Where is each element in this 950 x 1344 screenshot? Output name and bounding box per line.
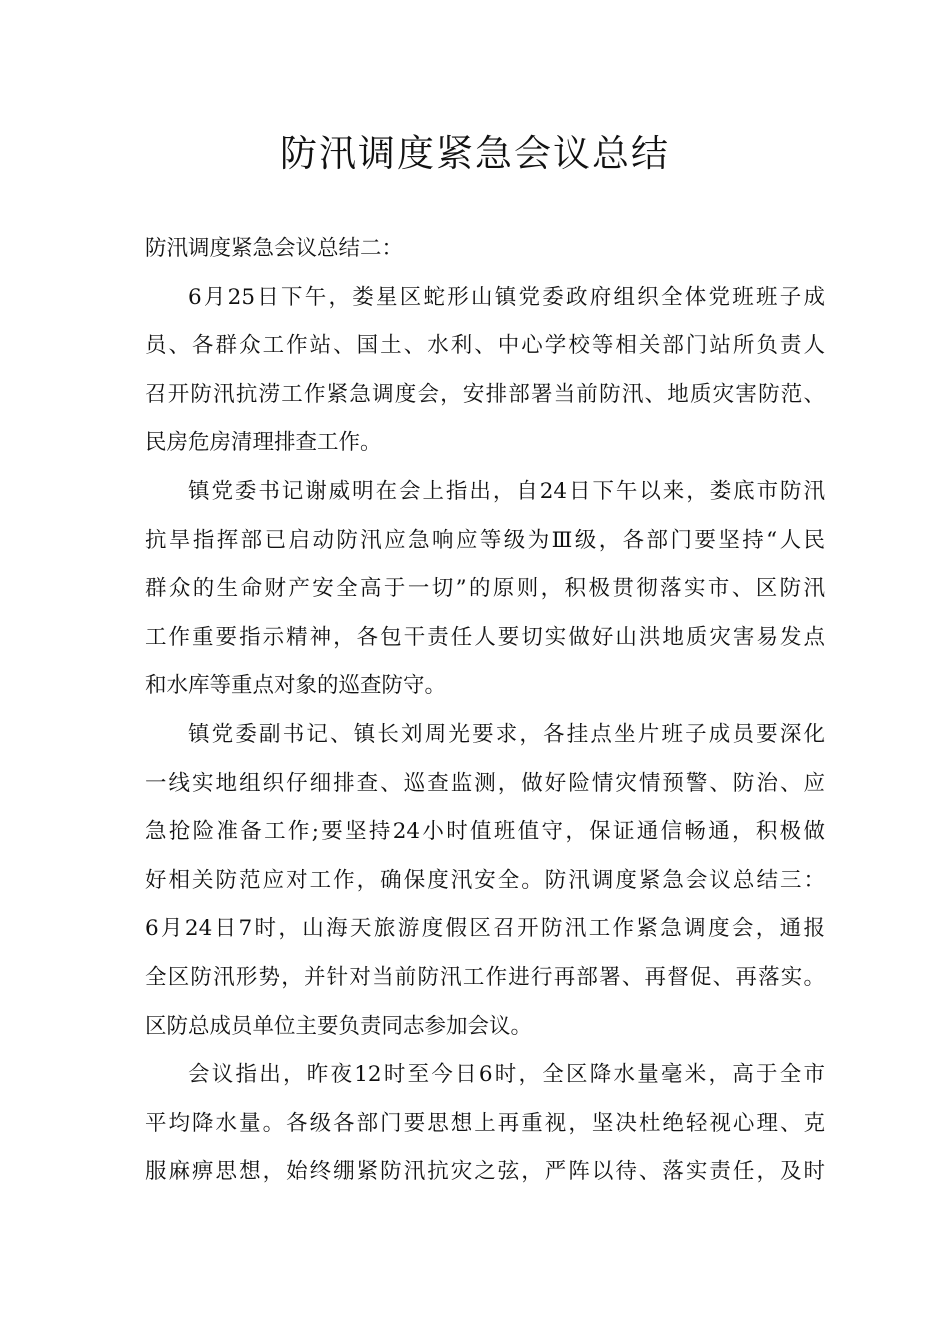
document-title: 防汛调度紧急会议总结 — [280, 132, 670, 175]
text-line: 镇党委书记谢威明在会上指出，自24日下午以来，娄底市防汛 — [188, 478, 825, 504]
text-line: 和水库等重点对象的巡查防守。 — [145, 673, 447, 699]
text-line: 员、各群众工作站、国土、水利、中心学校等相关部门站所负责人 — [145, 333, 825, 359]
text-line: 抗旱指挥部已启动防汛应急响应等级为Ⅲ级，各部门要坚持“人民 — [145, 527, 825, 553]
document-body — [145, 225, 825, 1197]
text-line: 镇党委副书记、镇长刘周光要求，各挂点坐片班子成员要深化 — [188, 721, 825, 747]
text-line: 6月24日7时，山海天旅游度假区召开防汛工作紧急调度会，通报 — [145, 916, 825, 942]
text-line: 急抢险准备工作;要坚持24小时值班值守，保证通信畅通，积极做 — [145, 819, 825, 845]
text-line: 工作重要指示精神，各包干责任人要切实做好山洪地质灾害易发点 — [145, 624, 825, 650]
text-line: 一线实地组织仔细排查、巡查监测，做好险情灾情预警、防治、应 — [145, 770, 825, 796]
text-line: 好相关防范应对工作，确保度汛安全。防汛调度紧急会议总结三： — [145, 867, 825, 893]
text-line: 防汛调度紧急会议总结二： — [145, 236, 404, 261]
text-line: 区防总成员单位主要负责同志参加会议。 — [145, 1013, 533, 1039]
text-line: 6月25日下午，娄星区蛇形山镇党委政府组织全体党班班子成 — [188, 284, 825, 310]
text-line: 全区防汛形势，并针对当前防汛工作进行再部署、再督促、再落实。 — [145, 964, 825, 990]
text-line: 召开防汛抗涝工作紧急调度会，安排部署当前防汛、地质灾害防范、 — [145, 381, 825, 407]
text-line: 服麻痹思想，始终绷紧防汛抗灾之弦，严阵以待、落实责任，及时 — [145, 1159, 825, 1185]
text-line: 会议指出，昨夜12时至今日6时，全区降水量毫米，高于全市 — [188, 1062, 825, 1088]
text-line: 平均降水量。各级各部门要思想上再重视，坚决杜绝轻视心理、克 — [145, 1110, 825, 1136]
text-line: 群众的生命财产安全高于一切”的原则，积极贯彻落实市、区防汛 — [145, 576, 825, 602]
text-line: 民房危房清理排查工作。 — [145, 430, 382, 456]
